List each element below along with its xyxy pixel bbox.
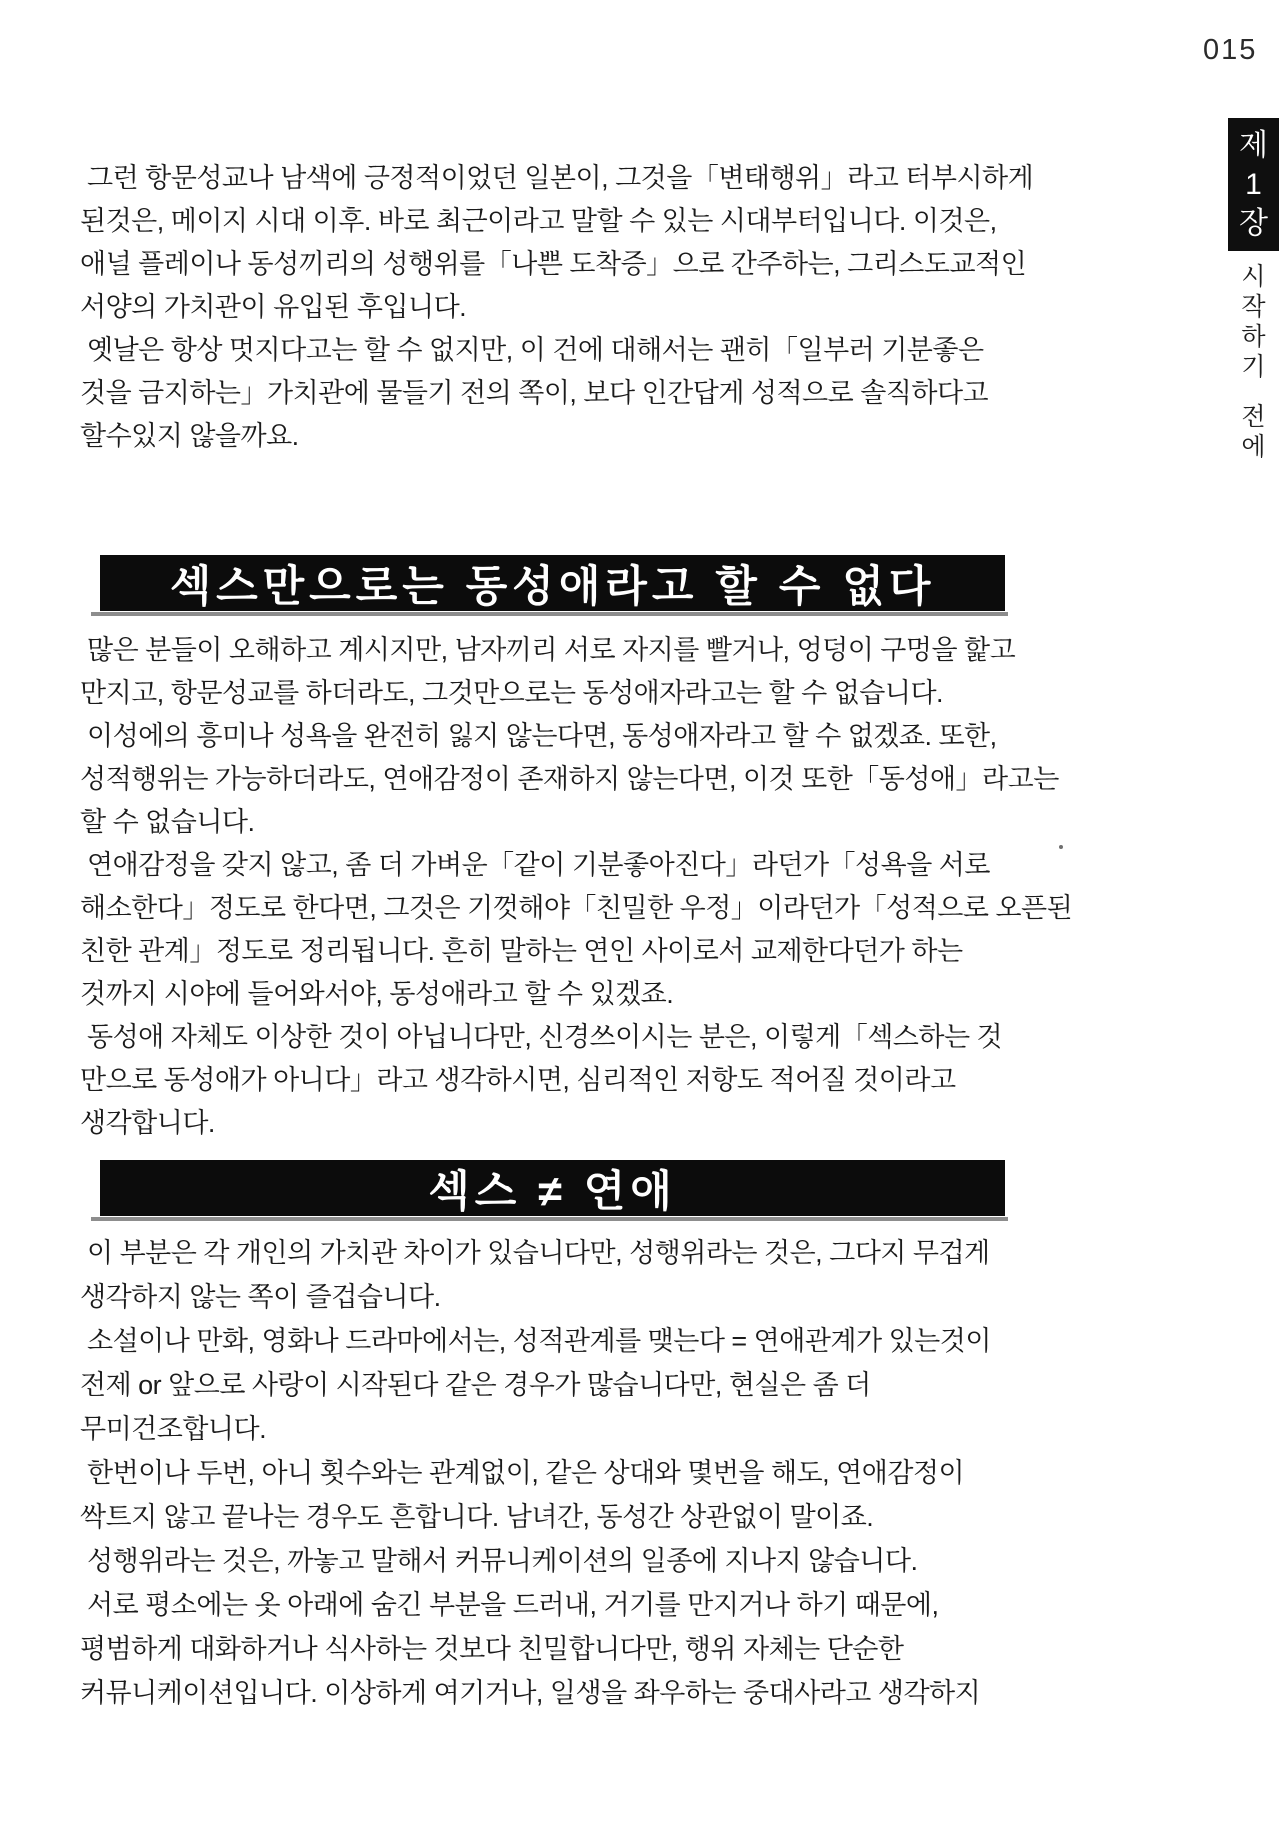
vertical-text-char: 제 <box>1239 129 1268 162</box>
text-line: 많은 분들이 오해하고 계시지만, 남자끼리 서로 자지를 빨거나, 엉덩이 구멍을 핥고 <box>80 635 1016 665</box>
text-line: 옛날은 항상 멋지다고는 할 수 없지만, 이 건에 대해서는 괜히「일부러 기분좋은 <box>80 335 984 365</box>
text-line: 동성애 자체도 이상한 것이 아닙니다만, 신경쓰이시는 분은, 이렇게「섹스하는 것 <box>80 1022 1003 1052</box>
text-line: 생각하지 않는 쪽이 즐겁습니다. <box>80 1282 441 1312</box>
section-header-bar-sex-alone-not-homosexuality <box>100 555 1005 611</box>
text-line: 싹트지 않고 끝나는 경우도 흔합니다. 남녀간, 동성간 상관없이 말이죠. <box>80 1502 874 1532</box>
text-line: 할수있지 않을까요. <box>80 421 299 451</box>
text-line: 서로 평소에는 옷 아래에 숨긴 부분을 드러내, 거기를 만지거나 하기 때문에, <box>80 1590 939 1620</box>
text-line: 만으로 동성애가 아니다」라고 생각하시면, 심리적인 저항도 적어질 것이라고 <box>80 1065 956 1095</box>
text-line: 성행위라는 것은, 까놓고 말해서 커뮤니케이션의 일종에 지나지 않습니다. <box>80 1546 918 1576</box>
text-line: 연애감정을 갖지 않고, 좀 더 가벼운「같이 기분좋아진다」라던가「성욕을 서로 <box>80 850 990 880</box>
text-line: 것까지 시야에 들어와서야, 동성애라고 할 수 있겠죠. <box>80 979 674 1009</box>
vertical-text-char: 1 <box>1245 168 1262 201</box>
page-number: 015 <box>1203 34 1258 66</box>
vertical-text-char: 작 <box>1241 293 1266 321</box>
text-line: 전제 or 앞으로 사랑이 시작된다 같은 경우가 많습니다만, 현실은 좀 더 <box>80 1370 871 1400</box>
text-line: 할 수 없습니다. <box>80 807 255 837</box>
text-line: 이 부분은 각 개인의 가치관 차이가 있습니다만, 성행위라는 것은, 그다지 무겁게 <box>80 1238 990 1268</box>
vertical-text-char: 기 <box>1241 353 1266 381</box>
text-line: 해소한다」정도로 한다면, 그것은 기껏해야「친밀한 우정」이라던가「성적으로 오픈된 <box>80 893 1073 923</box>
vertical-text-char: 시 <box>1241 263 1266 291</box>
body-paragraphs-2 <box>80 1231 1020 1715</box>
body-paragraphs-1 <box>80 629 1073 1145</box>
text-line: 한번이나 두번, 아니 횟수와는 관계없이, 같은 상대와 몇번을 해도, 연애감정이 <box>80 1458 965 1488</box>
text-line: 된것은, 메이지 시대 이후. 바로 최근이라고 말할 수 있는 시대부터입니다. 이것은, <box>80 206 997 236</box>
text-line: 애널 플레이나 동성끼리의 성행위를「나쁜 도착증」으로 간주하는, 그리스도교적인 <box>80 249 1027 279</box>
chapter-number-box <box>1228 118 1279 251</box>
text-line: 무미건조합니다. <box>80 1414 267 1444</box>
vertical-text-char: 전 <box>1241 403 1266 431</box>
text-line: 평범하게 대화하거나 식사하는 것보다 친밀합니다만, 행위 자체는 단순한 <box>80 1634 904 1664</box>
section-header-text: 섹스 ≠ 연애 <box>428 1167 677 1216</box>
text-line: 소설이나 만화, 영화나 드라마에서는, 성적관계를 맺는다 = 연애관계가 있는것이 <box>80 1326 991 1356</box>
text-line: 이성에의 흥미나 성욕을 완전히 잃지 않는다면, 동성애자라고 할 수 없겠죠. 또한, <box>80 721 997 751</box>
text-line: 서양의 가치관이 유입된 후입니다. <box>80 292 467 322</box>
vertical-text-char: 에 <box>1241 433 1266 461</box>
text-line: 만지고, 항문성교를 하더라도, 그것만으로는 동성애자라고는 할 수 없습니다. <box>80 678 944 708</box>
scan-artifact-dot <box>1059 845 1063 849</box>
intro-paragraphs <box>80 157 1034 458</box>
chapter-title-vertical <box>1228 262 1279 462</box>
vertical-text-char: 하 <box>1241 323 1266 351</box>
text-line: 생각합니다. <box>80 1108 215 1138</box>
section-header-text: 섹스만으로는 동성애라고 할 수 없다 <box>169 562 936 611</box>
text-line: 그런 항문성교나 남색에 긍정적이었던 일본이, 그것을「변태행위」라고 터부시하게 <box>80 163 1034 193</box>
text-line: 것을 금지하는」가치관에 물들기 전의 쪽이, 보다 인간답게 성적으로 솔직하다고 <box>80 378 989 408</box>
text-line: 친한 관계」정도로 정리됩니다. 흔히 말하는 연인 사이로서 교제한다던가 하는 <box>80 936 963 966</box>
vertical-text-char: 장 <box>1239 207 1268 240</box>
section-header-bar-sex-not-equal-love <box>100 1160 1005 1216</box>
text-line: 커뮤니케이션입니다. 이상하게 여기거나, 일생을 좌우하는 중대사라고 생각하지 <box>80 1678 981 1708</box>
text-line: 성적행위는 가능하더라도, 연애감정이 존재하지 않는다면, 이것 또한「동성애」라고는 <box>80 764 1059 794</box>
